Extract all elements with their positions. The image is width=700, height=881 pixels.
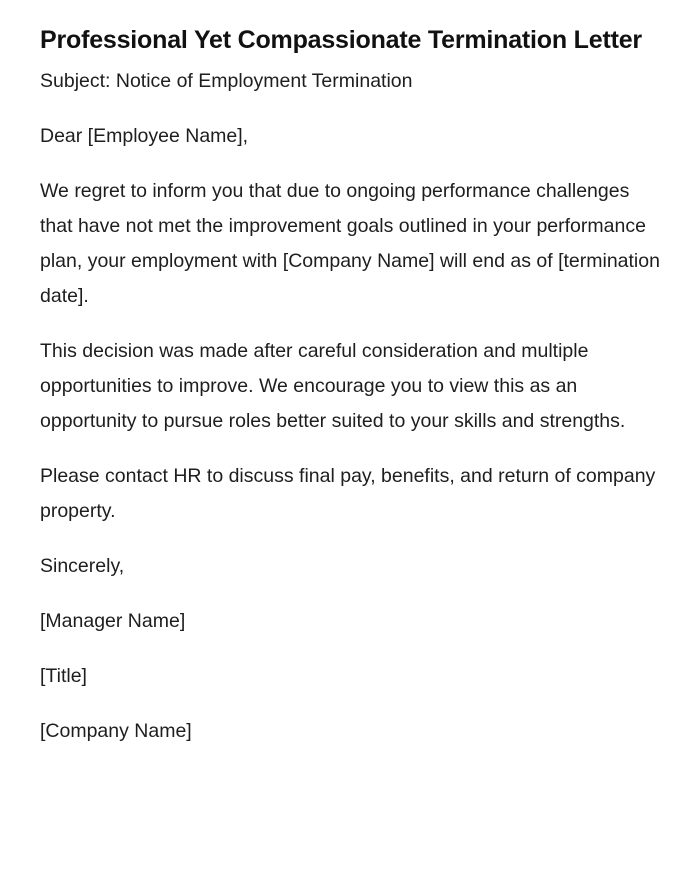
letter-paragraph-3: Please contact HR to discuss final pay, benefits, and return of company property. bbox=[40, 465, 656, 522]
signature-manager-name: [Manager Name] bbox=[40, 610, 186, 632]
letter-closing: Sincerely, bbox=[40, 555, 125, 577]
letter-paragraph-1: We regret to inform you that due to ongoing performance challenges that have not met the improvement goals outlined in your performance plan, your employment with [Company Name] will end as of [termination date]. bbox=[40, 180, 660, 307]
letter-greeting: Dear [Employee Name], bbox=[40, 125, 249, 147]
letter-subject: Subject: Notice of Employment Termination bbox=[40, 70, 413, 92]
letter-title: Professional Yet Compassionate Termination Letter bbox=[40, 26, 642, 54]
signature-title: [Title] bbox=[40, 665, 87, 687]
letter-paragraph-2: This decision was made after careful consideration and multiple opportunities to improve. We encourage you to view this as an opportunity to pursue roles better suited to your skills and strengths. bbox=[40, 340, 626, 432]
signature-company-name: [Company Name] bbox=[40, 720, 192, 742]
